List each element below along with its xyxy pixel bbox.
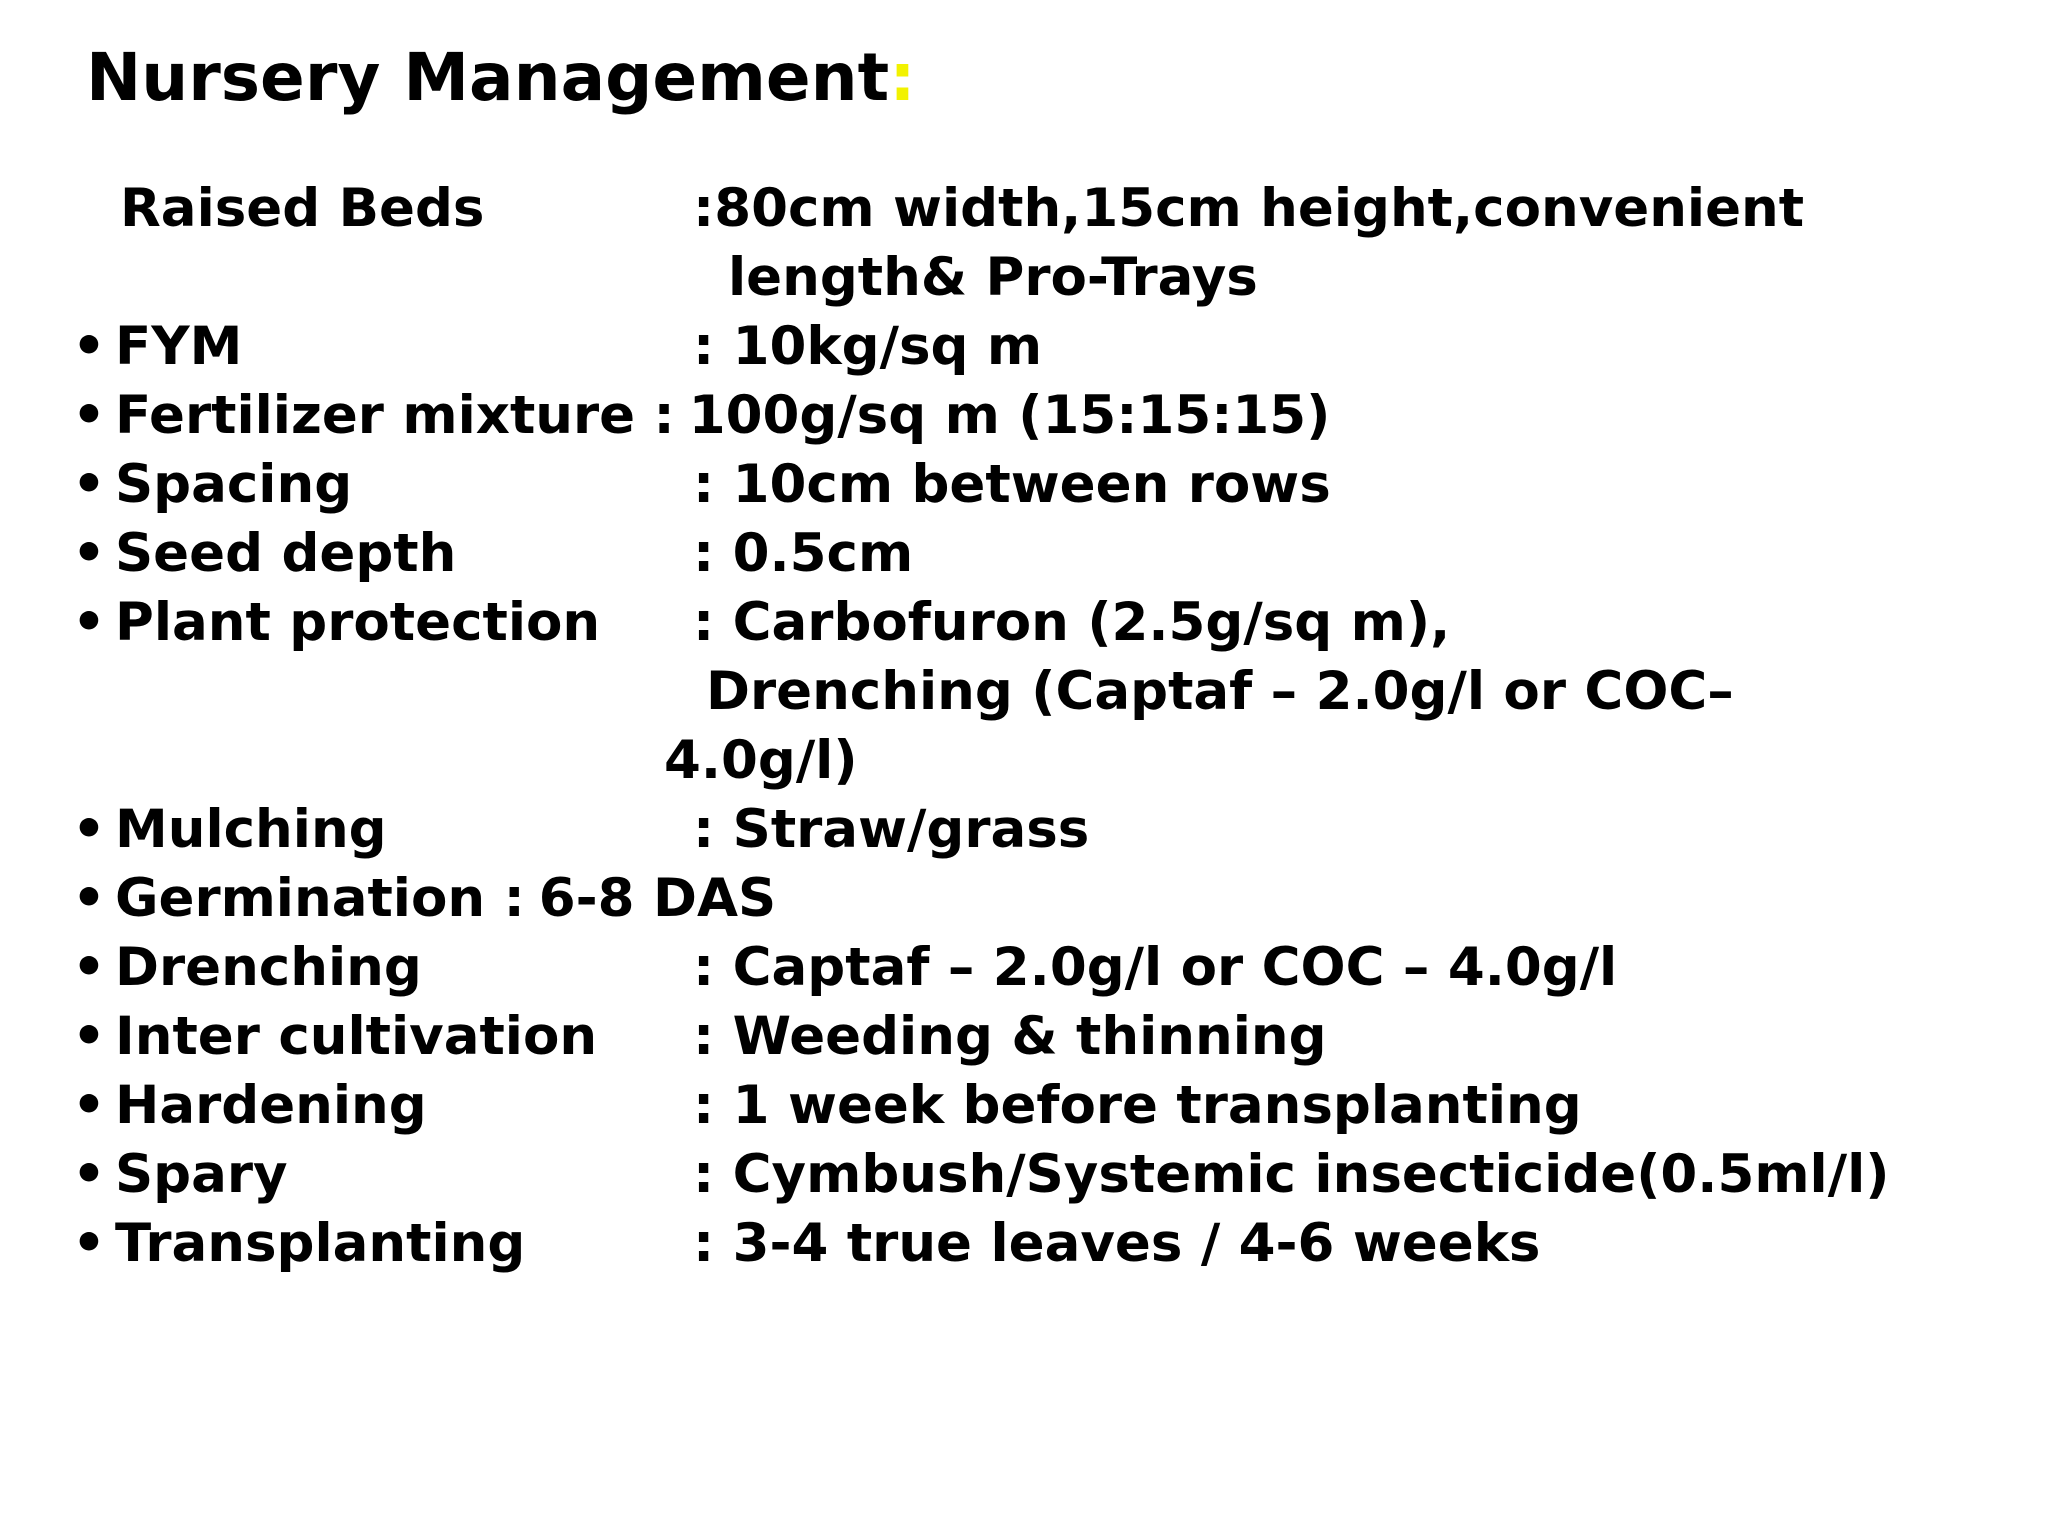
bullet: • [72,868,106,929]
item-value: : Cymbush/Systemic insecticide(0.5ml/l) [693,1144,1890,1205]
item-value: : 0.5cm [693,523,914,584]
list-item-fertilizer-mixture [0,381,2048,450]
list-item-plant-protection [0,588,2048,657]
item-label: Fertilizer mixture : [115,385,675,446]
item-inline [115,864,776,933]
bullet: • [72,799,106,860]
item-label: Germination : [115,868,525,929]
item-label: Spary [115,1144,288,1205]
list-item-spacing [0,450,2048,519]
bullet: • [72,316,106,377]
title-colon: : [889,39,916,116]
item-label: Drenching [115,937,422,998]
page-title [86,38,916,117]
bullet: • [72,1006,106,1067]
item-inline [115,381,1330,450]
bullet: • [72,592,106,653]
list-item-hardening [0,1071,2048,1140]
plant-protection-cont-1: Drenching (Captaf – 2.0g/l or COC– [706,661,1734,722]
list-item-spary [0,1140,2048,1209]
raised-beds-value-cont: length& Pro-Trays [728,247,1258,308]
list-item-drenching [0,933,2048,1002]
raised-beds-label: Raised Beds [120,178,485,239]
item-label: Plant protection [115,592,601,653]
title-text: Nursery Management [86,39,890,116]
item-value: : Weeding & thinning [693,1006,1327,1067]
raised-beds-value: :80cm width,15cm height,convenient [693,178,1805,239]
item-value: 100g/sq m (15:15:15) [688,385,1331,446]
list-item-seed-depth [0,519,2048,588]
item-label: Mulching [115,799,387,860]
raised-beds-row [0,174,2048,243]
plant-protection-cont-2: 4.0g/l) [664,730,858,791]
item-value: : 10kg/sq m [693,316,1043,377]
bullet: • [72,454,106,515]
item-value: : Straw/grass [693,799,1090,860]
list-item-germination [0,864,2048,933]
item-label: Inter cultivation [115,1006,598,1067]
item-value: : Captaf – 2.0g/l or COC – 4.0g/l [693,937,1618,998]
bullet: • [72,1075,106,1136]
item-label: Transplanting [115,1213,526,1274]
bullet: • [72,523,106,584]
item-label: FYM [115,316,243,377]
list-item-transplanting [0,1209,2048,1278]
bullet: • [72,1144,106,1205]
bullet: • [72,1213,106,1274]
item-value: : 1 week before transplanting [693,1075,1582,1136]
item-label: Hardening [115,1075,427,1136]
item-label: Spacing [115,454,353,515]
item-label: Seed depth [115,523,457,584]
list-item-inter-cultivation [0,1002,2048,1071]
bullet: • [72,385,106,446]
list-item-mulching [0,795,2048,864]
item-value: : 3-4 true leaves / 4-6 weeks [693,1213,1541,1274]
item-value: : Carbofuron (2.5g/sq m), [693,592,1451,653]
item-value: : 10cm between rows [693,454,1331,515]
list-item-fym [0,312,2048,381]
item-value: 6-8 DAS [538,868,777,929]
bullet: • [72,937,106,998]
